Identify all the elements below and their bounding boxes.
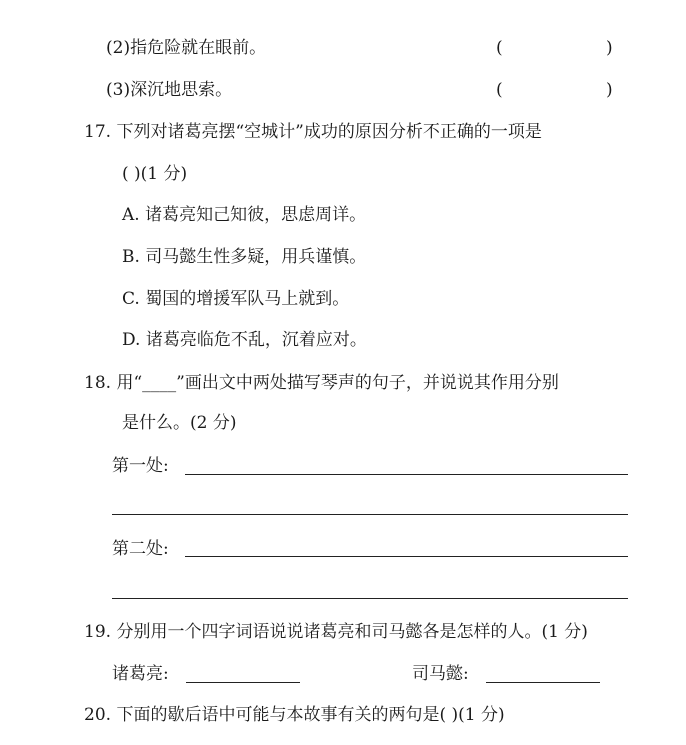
q17-option-b: B. 司马懿生性多疑，用兵谨慎。: [122, 247, 367, 267]
q18-first-answer-line-2[interactable]: [112, 514, 628, 515]
q18-second-label: 第二处:: [112, 539, 169, 559]
q18-second-answer-line-2[interactable]: [112, 598, 628, 599]
q19-stem: 19. 分别用一个四字词语说说诸葛亮和司马懿各是怎样的人。(1 分): [84, 622, 588, 642]
q17-answer-line: ( )(1 分): [122, 164, 188, 184]
q16-item-2: (2)指危险就在眼前。: [106, 38, 267, 58]
q16-item-3-paren-right: ): [606, 80, 613, 100]
q17-option-d: D. 诸葛亮临危不乱，沉着应对。: [122, 330, 367, 350]
q18-second-answer-line-1[interactable]: [185, 556, 628, 557]
q19-answer-line-zhuge-liang[interactable]: [186, 682, 300, 683]
q17-stem: 17. 下列对诸葛亮摆“空城计”成功的原因分析不正确的一项是: [84, 122, 542, 142]
q18-stem-line1: 18. 用“____”画出文中两处描写琴声的句子，并说说其作用分别: [84, 373, 559, 393]
q19-label-sima-yi: 司马懿:: [412, 664, 469, 684]
q16-item-3: (3)深沉地思索。: [106, 80, 233, 100]
q18-first-label: 第一处:: [112, 456, 169, 476]
q17-option-c: C. 蜀国的增援军队马上就到。: [122, 289, 350, 309]
q18-first-answer-line-1[interactable]: [185, 474, 628, 475]
q16-item-2-paren-right: ): [606, 38, 613, 58]
q18-stem-line2: 是什么。(2 分): [122, 413, 237, 433]
q19-answer-line-sima-yi[interactable]: [486, 682, 600, 683]
q16-item-2-paren-left: (: [496, 38, 503, 58]
q17-option-a: A. 诸葛亮知己知彼，思虑周详。: [122, 205, 367, 225]
q19-label-zhuge-liang: 诸葛亮:: [112, 664, 169, 684]
q20-stem: 20. 下面的歇后语中可能与本故事有关的两句是( )(1 分): [84, 705, 505, 725]
q16-item-3-paren-left: (: [496, 80, 503, 100]
